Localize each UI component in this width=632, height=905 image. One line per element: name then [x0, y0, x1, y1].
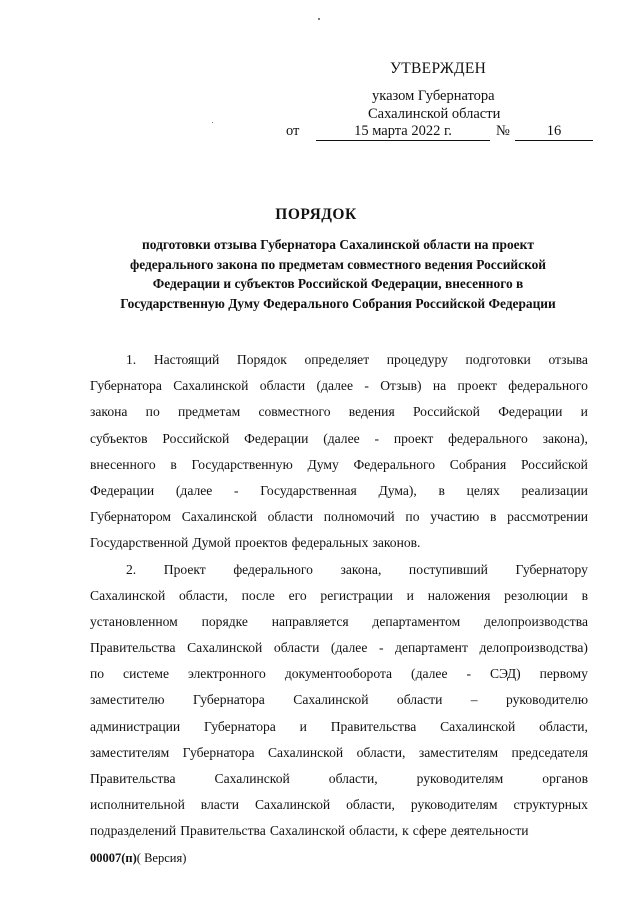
- approved-heading: УТВЕРЖДЕН: [390, 60, 487, 77]
- text-line: Федерации (далее - Государственная Дума), в целях реализации: [90, 482, 588, 498]
- page-footer: [90, 851, 186, 866]
- number-prefix: №: [496, 123, 510, 139]
- date-prefix: от: [286, 123, 300, 139]
- region-line: Сахалинской области: [368, 106, 501, 122]
- scan-speck: [318, 18, 320, 20]
- text-line: исполнительной власти Сахалинской области, руководителям структурных: [90, 797, 588, 813]
- scan-speck: [212, 122, 213, 123]
- subtitle-line: Федерации и субъектов Российской Федерации, внесенного в: [152, 276, 524, 291]
- text-line: подразделений Правительства Сахалинской области, к сфере деятельности: [90, 823, 529, 839]
- text-line: закона по предметам совместного ведения Российской Федерации и: [90, 404, 588, 420]
- decree-number: 16: [515, 122, 593, 141]
- footer-version: ( Версия): [136, 851, 187, 865]
- text-line: внесенного в Государственную Думу Федерального Собрания Российской: [90, 456, 588, 472]
- subtitle-line: Государственную Думу Федерального Собрания Российской Федерации: [120, 295, 556, 311]
- text-line: Правительства Сахалинской области, руководителям органов: [90, 771, 588, 786]
- text-line: Губернатора Сахалинской области (далее - Отзыв) на проект федерального: [90, 378, 588, 394]
- text-line: 2. Проект федерального закона, поступивший Губернатору: [126, 561, 588, 577]
- paragraph-1: [90, 347, 588, 557]
- text-line: Правительства Сахалинской области (далее - департамент делопроизводства): [90, 640, 588, 656]
- document-body: [90, 347, 588, 845]
- decree-line: указом Губернатора: [372, 88, 495, 104]
- text-line: Сахалинской области, после его регистрации и наложения резолюции в: [90, 587, 588, 603]
- text-line: заместителям Губернатора Сахалинской области, заместителям председателя: [90, 744, 588, 760]
- text-line: заместителю Губернатора Сахалинской области – руководителю: [90, 692, 588, 708]
- subtitle-line: подготовки отзыва Губернатора Сахалинской области на проект: [142, 237, 534, 252]
- decree-date: 15 марта 2022 г.: [316, 122, 490, 141]
- text-line: 1. Настоящий Порядок определяет процедуру подготовки отзыва: [126, 352, 588, 367]
- subtitle-line: федерального закона по предметам совместного ведения Российской: [129, 256, 547, 272]
- text-line: субъектов Российской Федерации (далее - проект федерального закона),: [90, 430, 588, 446]
- footer-code: 00007(п): [90, 851, 137, 865]
- paragraph-2: [90, 557, 588, 845]
- text-line: установленном порядке направляется департаментом делопроизводства: [90, 613, 588, 629]
- text-line: Губернатором Сахалинской области полномочий по участию в рассмотрении: [90, 509, 588, 525]
- document-title: ПОРЯДОК: [275, 206, 357, 223]
- text-line: по системе электронного документооборота (далее - СЭД) первому: [90, 666, 588, 682]
- text-line: Государственной Думой проектов федеральных законов.: [90, 535, 421, 551]
- document-subtitle: [88, 235, 588, 313]
- text-line: администрации Губернатора и Правительства Сахалинской области,: [90, 718, 588, 734]
- approval-block: [0, 0, 632, 150]
